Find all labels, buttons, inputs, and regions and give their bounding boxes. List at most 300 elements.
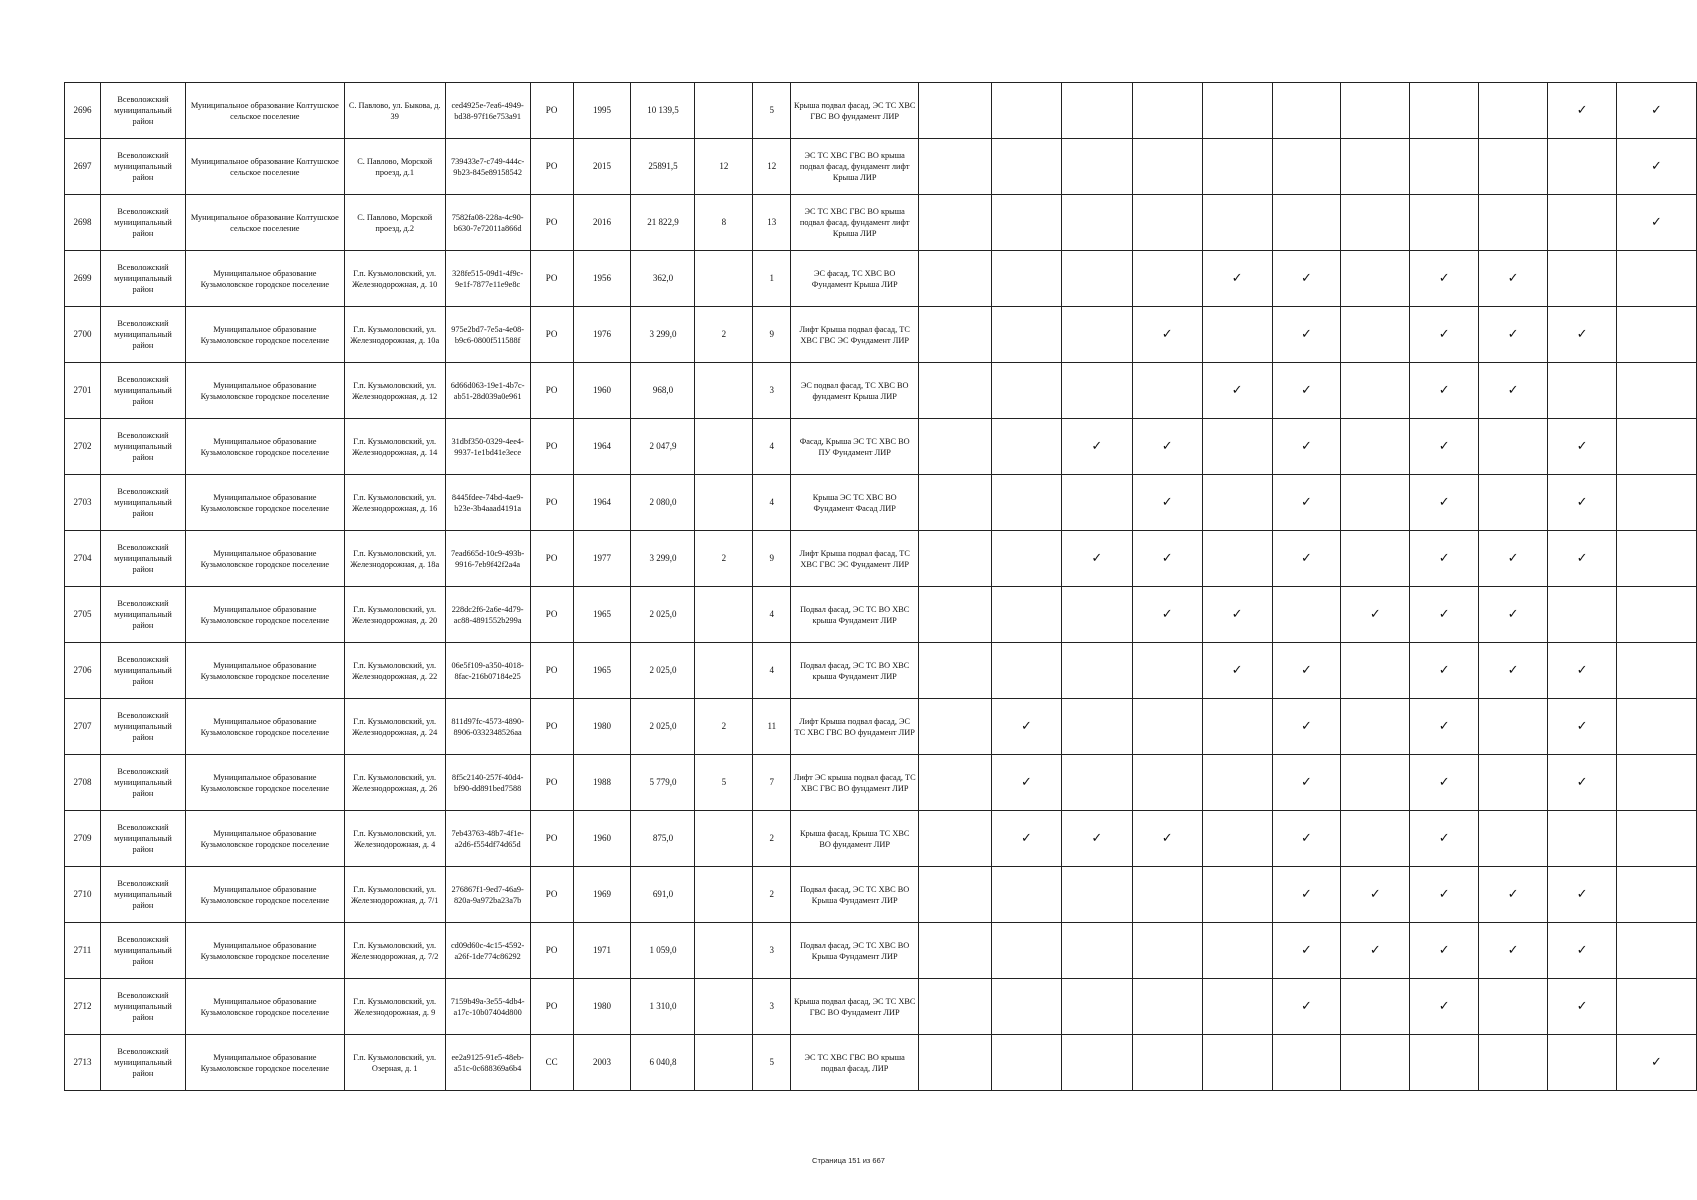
district-cell: Всеволожский муниципальный район [100,139,185,195]
works-list-cell: Подвал фасад, ЭС ТС ВО ХВС крыша Фундамент ЛИР [791,587,919,643]
district-cell: Всеволожский муниципальный район [100,307,185,363]
build-year-cell: 2003 [573,1035,631,1091]
checkmark-icon: ✓ [1576,999,1588,1014]
work-check-cell-9 [1479,83,1548,139]
work-check-cell-7 [1341,643,1410,699]
table-row [65,139,1697,195]
work-check-cell-11 [1616,419,1696,475]
work-check-cell-9 [1479,643,1548,699]
works-list-cell: Подвал фасад, ЭС ТС ВО ХВС крыша Фундамент ЛИР [791,643,919,699]
floors-cell: 9 [753,307,791,363]
row-number-cell: 2700 [65,307,101,363]
table-row [65,475,1697,531]
work-check-cell-11 [1616,587,1696,643]
work-check-cell-9 [1479,923,1548,979]
floors-cell: 13 [753,195,791,251]
work-check-cell-4 [1132,755,1202,811]
work-check-cell-8 [1410,195,1479,251]
work-check-cell-8 [1410,1035,1479,1091]
work-check-cell-2 [991,755,1061,811]
works-list-cell: Лифт ЭС крыша подвал фасад, ТС ХВС ГВС ВО фундамент ЛИР [791,755,919,811]
fund-type-cell: РО [530,363,573,419]
work-check-cell-1 [919,587,992,643]
work-check-cell-7 [1341,251,1410,307]
checkmark-icon: ✓ [1507,943,1519,958]
work-check-cell-1 [919,83,992,139]
floors-cell: 5 [753,83,791,139]
checkmark-icon: ✓ [1507,271,1519,286]
lift-count-cell [695,83,753,139]
work-check-cell-2 [991,979,1061,1035]
address-cell: Г.п. Кузьмоловский, ул. Железнодорожная, д. 22 [344,643,445,699]
build-year-cell: 1988 [573,755,631,811]
work-check-cell-4 [1132,699,1202,755]
checkmark-icon: ✓ [1231,607,1243,622]
checkmark-icon: ✓ [1507,327,1519,342]
work-check-cell-9 [1479,1035,1548,1091]
work-check-cell-11 [1616,643,1696,699]
row-number-cell: 2711 [65,923,101,979]
work-check-cell-3 [1061,755,1132,811]
work-check-cell-4 [1132,531,1202,587]
fund-type-cell: РО [530,699,573,755]
district-cell: Всеволожский муниципальный район [100,475,185,531]
work-check-cell-1 [919,755,992,811]
work-check-cell-11 [1616,139,1696,195]
works-list-cell: Фасад, Крыша ЭС ТС ХВС ВО ПУ Фундамент ЛИР [791,419,919,475]
work-check-cell-9 [1479,587,1548,643]
checkmark-icon: ✓ [1438,719,1450,734]
row-number-cell: 2696 [65,83,101,139]
work-check-cell-11 [1616,867,1696,923]
work-check-cell-9 [1479,363,1548,419]
work-check-cell-6 [1272,139,1341,195]
row-number-cell: 2704 [65,531,101,587]
checkmark-icon: ✓ [1576,887,1588,902]
checkmark-icon: ✓ [1091,439,1103,454]
table-row [65,195,1697,251]
area-cell: 2 025,0 [631,587,695,643]
work-check-cell-3 [1061,251,1132,307]
address-cell: Г.п. Кузьмоловский, ул. Железнодорожная, д. 16 [344,475,445,531]
work-check-cell-6 [1272,755,1341,811]
municipality-cell: Муниципальное образование Кузьмоловское городское поселение [185,363,344,419]
checkmark-icon: ✓ [1438,887,1450,902]
build-year-cell: 1964 [573,475,631,531]
work-check-cell-3 [1061,307,1132,363]
work-check-cell-1 [919,419,992,475]
work-check-cell-9 [1479,811,1548,867]
fund-type-cell: РО [530,923,573,979]
work-check-cell-6 [1272,307,1341,363]
build-year-cell: 1965 [573,587,631,643]
work-check-cell-7 [1341,699,1410,755]
work-check-cell-10 [1548,195,1617,251]
address-cell: Г.п. Кузьмоловский, ул. Железнодорожная, д. 24 [344,699,445,755]
work-check-cell-7 [1341,307,1410,363]
address-cell: Г.п. Кузьмоловский, ул. Железнодорожная, д. 10а [344,307,445,363]
work-check-cell-6 [1272,643,1341,699]
works-list-cell: Крыша ЭС ТС ХВС ВО Фундамент Фасад ЛИР [791,475,919,531]
checkmark-icon: ✓ [1576,551,1588,566]
work-check-cell-2 [991,923,1061,979]
checkmark-icon: ✓ [1369,943,1381,958]
work-check-cell-1 [919,811,992,867]
floors-cell: 1 [753,251,791,307]
work-check-cell-3 [1061,139,1132,195]
work-check-cell-3 [1061,867,1132,923]
work-check-cell-3 [1061,195,1132,251]
area-cell: 2 025,0 [631,643,695,699]
fund-type-cell: РО [530,531,573,587]
work-check-cell-4 [1132,923,1202,979]
guid-cell: ced4925e-7ea6-4949-bd38-97f16e753a91 [445,83,530,139]
row-number-cell: 2709 [65,811,101,867]
floors-cell: 3 [753,923,791,979]
work-check-cell-6 [1272,475,1341,531]
work-check-cell-7 [1341,587,1410,643]
work-check-cell-7 [1341,755,1410,811]
checkmark-icon: ✓ [1438,607,1450,622]
guid-cell: 06e5f109-a350-4018-8fac-216b07184e25 [445,643,530,699]
work-check-cell-11 [1616,979,1696,1035]
municipality-cell: Муниципальное образование Колтушское сельское поселение [185,195,344,251]
checkmark-icon: ✓ [1438,663,1450,678]
work-check-cell-3 [1061,699,1132,755]
work-check-cell-7 [1341,475,1410,531]
work-check-cell-8 [1410,755,1479,811]
district-cell: Всеволожский муниципальный район [100,195,185,251]
municipality-cell: Муниципальное образование Колтушское сельское поселение [185,83,344,139]
district-cell: Всеволожский муниципальный район [100,587,185,643]
district-cell: Всеволожский муниципальный район [100,755,185,811]
municipality-cell: Муниципальное образование Кузьмоловское городское поселение [185,755,344,811]
build-year-cell: 1980 [573,699,631,755]
lift-count-cell: 8 [695,195,753,251]
work-check-cell-4 [1132,363,1202,419]
build-year-cell: 1977 [573,531,631,587]
fund-type-cell: РО [530,419,573,475]
works-list-cell: ЭС ТС ХВС ГВС ВО крыша подвал фасад, ЛИР [791,1035,919,1091]
guid-cell: 8445fdee-74bd-4ae9-b23e-3b4aaad4191a [445,475,530,531]
guid-cell: 6d66d063-19e1-4b7c-ab51-28d039a0e961 [445,363,530,419]
work-check-cell-2 [991,363,1061,419]
checkmark-icon: ✓ [1301,831,1312,846]
checkmark-icon: ✓ [1301,887,1312,902]
address-cell: Г.п. Кузьмоловский, ул. Железнодорожная, д. 18а [344,531,445,587]
work-check-cell-6 [1272,979,1341,1035]
checkmark-icon: ✓ [1301,439,1312,454]
checkmark-icon: ✓ [1369,887,1381,902]
area-cell: 875,0 [631,811,695,867]
work-check-cell-7 [1341,363,1410,419]
work-check-cell-3 [1061,419,1132,475]
build-year-cell: 1965 [573,643,631,699]
work-check-cell-6 [1272,811,1341,867]
checkmark-icon: ✓ [1438,943,1450,958]
address-cell: Г.п. Кузьмоловский, ул. Железнодорожная, д. 7/1 [344,867,445,923]
work-check-cell-3 [1061,475,1132,531]
work-check-cell-1 [919,979,992,1035]
build-year-cell: 1960 [573,811,631,867]
floors-cell: 4 [753,643,791,699]
table-row [65,811,1697,867]
work-check-cell-4 [1132,139,1202,195]
row-number-cell: 2701 [65,363,101,419]
work-check-cell-1 [919,363,992,419]
works-list-cell: Крыша подвал фасад, ЭС ТС ХВС ГВС ВО фундамент ЛИР [791,83,919,139]
area-cell: 968,0 [631,363,695,419]
work-check-cell-6 [1272,923,1341,979]
work-check-cell-5 [1202,1035,1272,1091]
checkmark-icon: ✓ [1576,327,1588,342]
district-cell: Всеволожский муниципальный район [100,251,185,307]
lift-count-cell [695,643,753,699]
guid-cell: 328fe515-09d1-4f9c-9e1f-7877e11e9e8c [445,251,530,307]
guid-cell: 7eb43763-48b7-4f1e-a2d6-f554df74d65d [445,811,530,867]
work-check-cell-10 [1548,923,1617,979]
work-check-cell-4 [1132,811,1202,867]
work-check-cell-5 [1202,699,1272,755]
guid-cell: cd09d60c-4c15-4592-a26f-1de774c86292 [445,923,530,979]
work-check-cell-9 [1479,139,1548,195]
works-list-cell: Крыша подвал фасад, ЭС ТС ХВС ГВС ВО Фундамент ЛИР [791,979,919,1035]
work-check-cell-8 [1410,475,1479,531]
checkmark-icon: ✓ [1020,831,1032,846]
work-check-cell-11 [1616,811,1696,867]
work-check-cell-6 [1272,531,1341,587]
guid-cell: 31dbf350-0329-4ee4-9937-1e1bd41e3ece [445,419,530,475]
work-check-cell-6 [1272,195,1341,251]
floors-cell: 3 [753,363,791,419]
municipality-cell: Муниципальное образование Кузьмоловское городское поселение [185,1035,344,1091]
work-check-cell-5 [1202,139,1272,195]
checkmark-icon: ✓ [1576,103,1588,118]
work-check-cell-4 [1132,307,1202,363]
row-number-cell: 2703 [65,475,101,531]
checkmark-icon: ✓ [1438,383,1450,398]
work-check-cell-8 [1410,531,1479,587]
work-check-cell-10 [1548,363,1617,419]
fund-type-cell: РО [530,139,573,195]
checkmark-icon: ✓ [1161,551,1173,566]
works-list-cell: Лифт Крыша подвал фасад, ТС ХВС ГВС ЭС Фундамент ЛИР [791,307,919,363]
row-number-cell: 2710 [65,867,101,923]
row-number-cell: 2713 [65,1035,101,1091]
work-check-cell-2 [991,587,1061,643]
table-row [65,419,1697,475]
checkmark-icon: ✓ [1091,551,1103,566]
municipality-cell: Муниципальное образование Кузьмоловское городское поселение [185,419,344,475]
checkmark-icon: ✓ [1651,103,1662,118]
area-cell: 3 299,0 [631,531,695,587]
work-check-cell-6 [1272,699,1341,755]
work-check-cell-8 [1410,139,1479,195]
row-number-cell: 2708 [65,755,101,811]
lift-count-cell [695,419,753,475]
work-check-cell-1 [919,643,992,699]
row-number-cell: 2699 [65,251,101,307]
row-number-cell: 2705 [65,587,101,643]
lift-count-cell [695,363,753,419]
checkmark-icon: ✓ [1020,719,1032,734]
fund-type-cell: РО [530,587,573,643]
work-check-cell-4 [1132,83,1202,139]
work-check-cell-3 [1061,531,1132,587]
work-check-cell-7 [1341,531,1410,587]
checkmark-icon: ✓ [1576,719,1588,734]
checkmark-icon: ✓ [1438,831,1450,846]
work-check-cell-9 [1479,531,1548,587]
work-check-cell-8 [1410,699,1479,755]
work-check-cell-8 [1410,419,1479,475]
table-row [65,867,1697,923]
fund-type-cell: РО [530,475,573,531]
checkmark-icon: ✓ [1576,775,1588,790]
district-cell: Всеволожский муниципальный район [100,1035,185,1091]
work-check-cell-9 [1479,251,1548,307]
checkmark-icon: ✓ [1576,943,1588,958]
checkmark-icon: ✓ [1301,383,1312,398]
area-cell: 362,0 [631,251,695,307]
work-check-cell-4 [1132,979,1202,1035]
fund-type-cell: РО [530,755,573,811]
work-check-cell-9 [1479,195,1548,251]
work-check-cell-5 [1202,867,1272,923]
work-check-cell-8 [1410,307,1479,363]
fund-type-cell: РО [530,643,573,699]
district-cell: Всеволожский муниципальный район [100,531,185,587]
checkmark-icon: ✓ [1161,831,1173,846]
work-check-cell-1 [919,699,992,755]
work-check-cell-10 [1548,83,1617,139]
lift-count-cell [695,923,753,979]
floors-cell: 9 [753,531,791,587]
work-check-cell-7 [1341,923,1410,979]
address-cell: Г.п. Кузьмоловский, ул. Железнодорожная, д. 20 [344,587,445,643]
work-check-cell-10 [1548,811,1617,867]
work-check-cell-9 [1479,979,1548,1035]
checkmark-icon: ✓ [1438,439,1450,454]
checkmark-icon: ✓ [1576,495,1588,510]
work-check-cell-10 [1548,419,1617,475]
checkmark-icon: ✓ [1161,439,1173,454]
work-check-cell-2 [991,139,1061,195]
work-check-cell-3 [1061,587,1132,643]
work-check-cell-10 [1548,699,1617,755]
work-check-cell-9 [1479,867,1548,923]
guid-cell: 228dc2f6-2a6e-4d79-ac88-4891552b299a [445,587,530,643]
work-check-cell-4 [1132,867,1202,923]
area-cell: 1 059,0 [631,923,695,979]
work-check-cell-7 [1341,811,1410,867]
lift-count-cell: 2 [695,307,753,363]
address-cell: С. Павлово, ул. Быкова, д. 39 [344,83,445,139]
work-check-cell-7 [1341,867,1410,923]
work-check-cell-8 [1410,643,1479,699]
work-check-cell-5 [1202,643,1272,699]
work-check-cell-11 [1616,83,1696,139]
checkmark-icon: ✓ [1301,999,1312,1014]
district-cell: Всеволожский муниципальный район [100,867,185,923]
table-row [65,587,1697,643]
work-check-cell-4 [1132,475,1202,531]
floors-cell: 3 [753,979,791,1035]
checkmark-icon: ✓ [1507,607,1519,622]
work-check-cell-6 [1272,867,1341,923]
works-list-cell: ЭС ТС ХВС ГВС ВО крыша подвал фасад, фундамент лифт Крыша ЛИР [791,195,919,251]
checkmark-icon: ✓ [1507,551,1519,566]
work-check-cell-1 [919,251,992,307]
checkmark-icon: ✓ [1231,663,1243,678]
build-year-cell: 1995 [573,83,631,139]
work-check-cell-5 [1202,419,1272,475]
work-check-cell-4 [1132,1035,1202,1091]
table-row [65,643,1697,699]
build-year-cell: 1976 [573,307,631,363]
checkmark-icon: ✓ [1301,327,1312,342]
address-cell: Г.п. Кузьмоловский, ул. Железнодорожная, д. 26 [344,755,445,811]
work-check-cell-8 [1410,363,1479,419]
checkmark-icon: ✓ [1161,327,1173,342]
checkmark-icon: ✓ [1438,495,1450,510]
table-row [65,979,1697,1035]
works-list-cell: ЭС подвал фасад, ТС ХВС ВО фундамент Крыша ЛИР [791,363,919,419]
municipality-cell: Муниципальное образование Колтушское сельское поселение [185,139,344,195]
checkmark-icon: ✓ [1301,663,1312,678]
lift-count-cell [695,811,753,867]
guid-cell: 7ead665d-10c9-493b-9916-7eb9f42f2a4a [445,531,530,587]
work-check-cell-5 [1202,195,1272,251]
work-check-cell-3 [1061,643,1132,699]
work-check-cell-9 [1479,419,1548,475]
municipality-cell: Муниципальное образование Кузьмоловское городское поселение [185,867,344,923]
municipality-cell: Муниципальное образование Кузьмоловское городское поселение [185,587,344,643]
municipality-cell: Муниципальное образование Кузьмоловское городское поселение [185,699,344,755]
address-cell: С. Павлово, Морской проезд, д.2 [344,195,445,251]
checkmark-icon: ✓ [1231,271,1243,286]
guid-cell: 739433e7-c749-444c-9b23-845e89158542 [445,139,530,195]
build-year-cell: 2015 [573,139,631,195]
work-check-cell-2 [991,307,1061,363]
checkmark-icon: ✓ [1301,775,1312,790]
work-check-cell-11 [1616,923,1696,979]
work-check-cell-1 [919,1035,992,1091]
works-list-cell: Лифт Крыша подвал фасад, ЭС ТС ХВС ГВС ВО фундамент ЛИР [791,699,919,755]
address-cell: С. Павлово, Морской проезд, д.1 [344,139,445,195]
guid-cell: 7582fa08-228a-4c90-b630-7e72011a866d [445,195,530,251]
address-cell: Г.п. Кузьмоловский, ул. Железнодорожная, д. 7/2 [344,923,445,979]
work-check-cell-1 [919,307,992,363]
area-cell: 6 040,8 [631,1035,695,1091]
checkmark-icon: ✓ [1438,551,1450,566]
works-list-cell: Крыша фасад, Крыша ТС ХВС ВО фундамент ЛИР [791,811,919,867]
checkmark-icon: ✓ [1507,663,1519,678]
lift-count-cell [695,979,753,1035]
row-number-cell: 2698 [65,195,101,251]
fund-type-cell: РО [530,195,573,251]
work-check-cell-11 [1616,699,1696,755]
municipality-cell: Муниципальное образование Кузьмоловское городское поселение [185,531,344,587]
work-check-cell-5 [1202,811,1272,867]
work-check-cell-2 [991,251,1061,307]
checkmark-icon: ✓ [1438,271,1450,286]
work-check-cell-3 [1061,979,1132,1035]
municipality-cell: Муниципальное образование Кузьмоловское городское поселение [185,923,344,979]
fund-type-cell: РО [530,811,573,867]
floors-cell: 11 [753,699,791,755]
area-cell: 2 047,9 [631,419,695,475]
